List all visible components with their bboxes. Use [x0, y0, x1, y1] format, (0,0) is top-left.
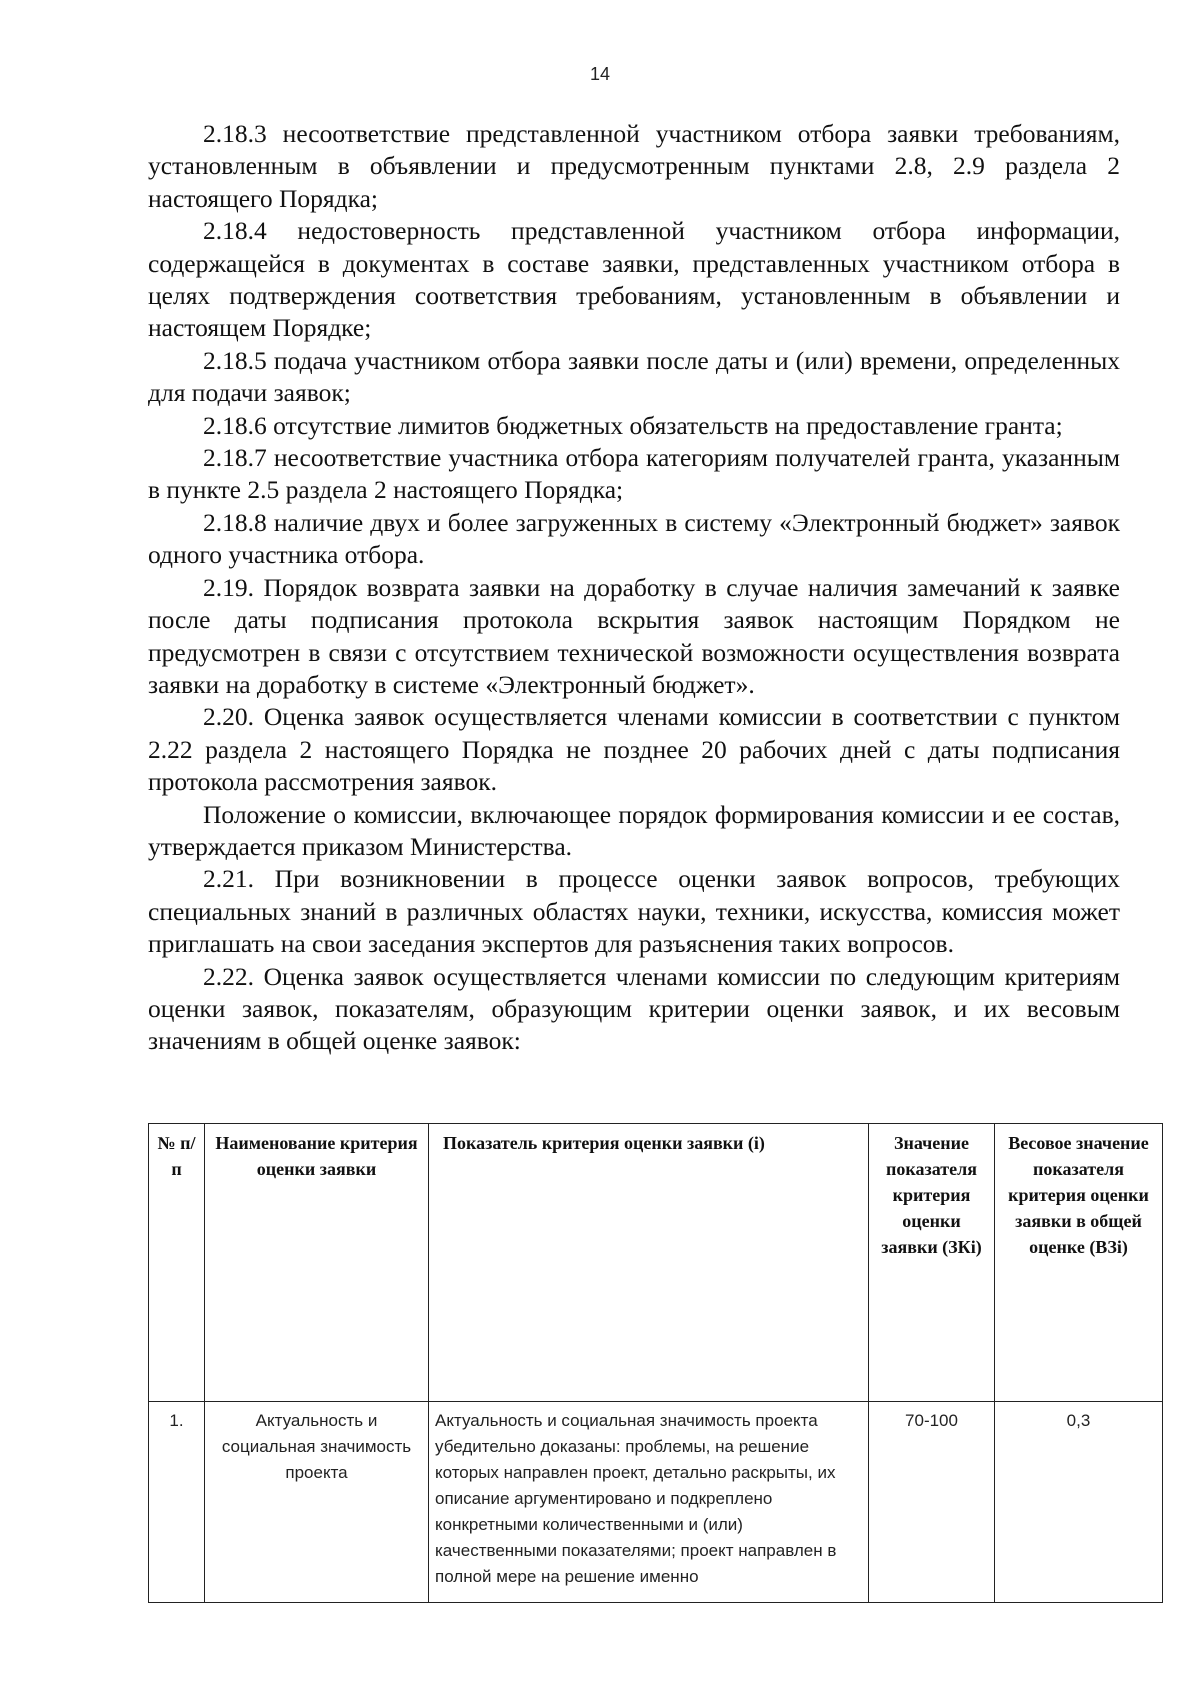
cell-weight: 0,3 [995, 1402, 1163, 1603]
paragraph-2-18-8: 2.18.8 наличие двух и более загруженных в систему «Электронный бюджет» заявок одного участника отбора. [148, 507, 1120, 570]
header-criterion: Наименование критерия оценки заявки [205, 1124, 429, 1402]
document-body [148, 118, 1120, 1058]
cell-criterion: Актуальность и социальная значимость проекта [205, 1402, 429, 1603]
header-indicator: Показатель критерия оценки заявки (i) [429, 1124, 869, 1402]
page-number: 14 [589, 64, 611, 84]
paragraph-2-18-5: 2.18.5 подача участником отбора заявки после даты и (или) времени, определенных для подачи заявок; [148, 345, 1120, 408]
header-value: Значение показателя критерия оценки заявки (ЗКi) [869, 1124, 995, 1402]
cell-indicator: Актуальность и социальная значимость проекта убедительно доказаны: проблемы, на решение которых направлен проект, детально раскрыты, их описание аргументировано и подкреплено конкретными количественными и (или) качественными показателями; проект направлен в полной мере на решение именно [429, 1402, 869, 1603]
paragraph-2-18-4: 2.18.4 недостоверность представленной участником отбора информации, содержащейся в документах в составе заявки, представленных участником отбора в целях подтверждения соответствия требованиям, установленным в объявлении и настоящем Порядке; [148, 216, 1120, 343]
paragraph-commission: Положение о комиссии, включающее порядок формирования комиссии и ее состав, утверждается приказом Министерства. [148, 799, 1120, 861]
paragraph-2-19: 2.19. Порядок возврата заявки на доработку в случае наличия замечаний к заявке после даты подписания протокола вскрытия заявок настоящим Порядком не предусмотрен в связи с отсутствием технической возможности осуществления возврата заявки на доработку в системе «Электронный бюджет». [148, 572, 1120, 699]
header-weight: Весовое значение показателя критерия оценки заявки в общей оценке (ВЗi) [995, 1124, 1163, 1402]
paragraph-2-21: 2.21. При возникновении в процессе оценки заявок вопросов, требующих специальных знаний в различных областях науки, техники, искусства, комиссия может приглашать на свои заседания экспертов для разъяснения таких вопросов. [148, 864, 1120, 959]
cell-value: 70-100 [869, 1402, 995, 1603]
header-num: № п/п [149, 1124, 205, 1402]
cell-num: 1. [149, 1402, 205, 1603]
criteria-table-wrapper [148, 1123, 1162, 1603]
paragraph-2-22: 2.22. Оценка заявок осуществляется членами комиссии по следующим критериям оценки заявок, показателям, образующим критерии оценки заявок, и их весовым значениям в общей оценке заявок: [148, 961, 1120, 1056]
paragraph-2-18-3: 2.18.3 несоответствие представленной участником отбора заявки требованиям, установленным в объявлении и предусмотренным пунктами 2.8, 2.9 раздела 2 настоящего Порядка; [148, 119, 1120, 213]
table-header-row [149, 1124, 1163, 1402]
criteria-table [148, 1123, 1163, 1603]
paragraph-2-18-7: 2.18.7 несоответствие участника отбора категориям получателей гранта, указанным в пункте 2.5 раздела 2 настоящего Порядка; [148, 443, 1120, 505]
paragraph-2-20: 2.20. Оценка заявок осуществляется членами комиссии в соответствии с пунктом 2.22 раздела 2 настоящего Порядка не позднее 20 рабочих дней с даты подписания протокола рассмотрения заявок. [148, 702, 1120, 797]
paragraph-2-18-6: 2.18.6 отсутствие лимитов бюджетных обязательств на предоставление гранта; [203, 410, 1063, 440]
table-row [149, 1402, 1163, 1603]
